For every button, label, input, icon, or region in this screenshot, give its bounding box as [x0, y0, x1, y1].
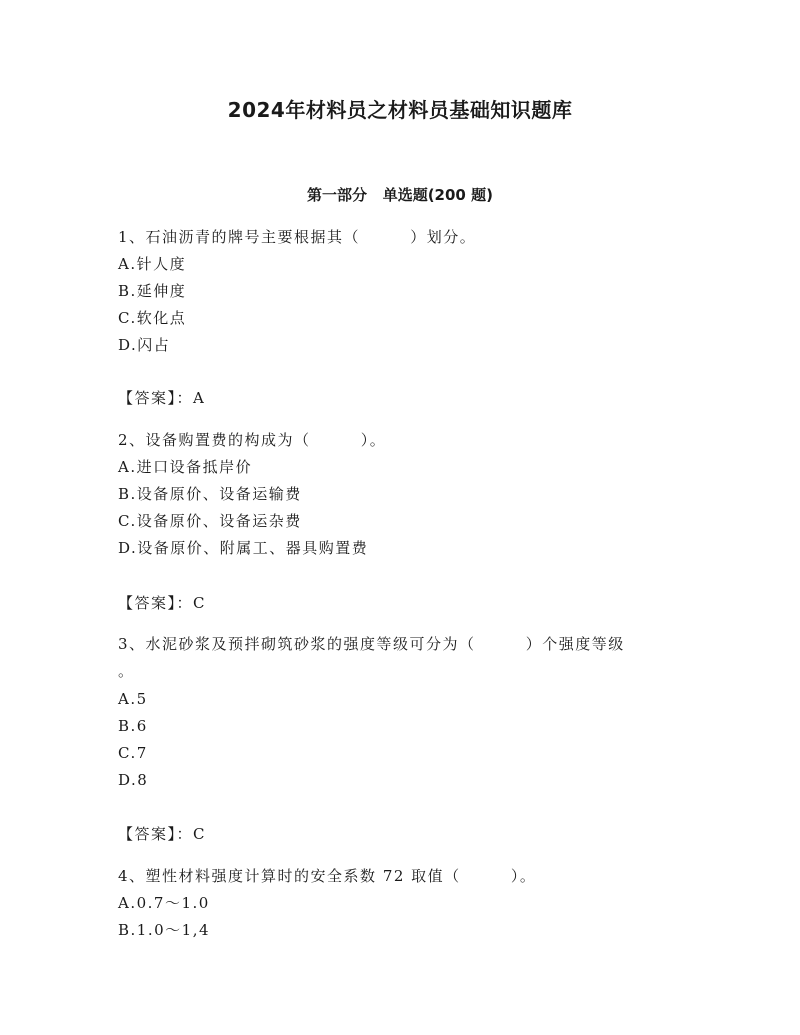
question-1-option-b: B.延伸度 [118, 282, 187, 300]
question-3-stem: 3、水泥砂浆及预拌砌筑砂浆的强度等级可分为（ ）个强度等级 [118, 635, 625, 653]
question-1-stem: 1、石油沥青的牌号主要根据其（ ）划分。 [118, 228, 477, 246]
question-1-option-c: C.软化点 [118, 309, 187, 327]
question-2-option-b: B.设备原价、设备运输费 [118, 485, 302, 503]
question-4-option-a: A.0.7～1.0 [118, 894, 210, 912]
question-2-option-d: D.设备原价、附属工、器具购置费 [118, 539, 369, 557]
question-3-option-b: B.6 [118, 717, 148, 735]
question-3-option-d: D.8 [118, 771, 149, 789]
question-3-option-c: C.7 [118, 744, 148, 762]
question-2-option-a: A.进口设备抵岸价 [118, 458, 253, 476]
question-2-stem: 2、设备购置费的构成为（ ）。 [118, 431, 387, 449]
question-2-answer: 【答案】：C [118, 594, 206, 612]
question-3-answer: 【答案】：C [118, 825, 206, 843]
document-title: 2024年材料员之材料员基础知识题库 [227, 98, 573, 122]
question-1-answer: 【答案】：A [118, 389, 206, 407]
question-2-option-c: C.设备原价、设备运杂费 [118, 512, 302, 530]
question-3-stem-continued: 。 [118, 662, 135, 680]
question-4-option-b: B.1.0～1,4 [118, 921, 211, 939]
question-3-option-a: A.5 [118, 690, 148, 708]
question-1-option-a: A.针人度 [118, 255, 187, 273]
question-4-stem: 4、塑性材料强度计算时的安全系数 72 取值（ ）。 [118, 867, 537, 885]
section-heading: 第一部分 单选题(200 题) [307, 186, 493, 204]
question-1-option-d: D.闪占 [118, 336, 171, 354]
